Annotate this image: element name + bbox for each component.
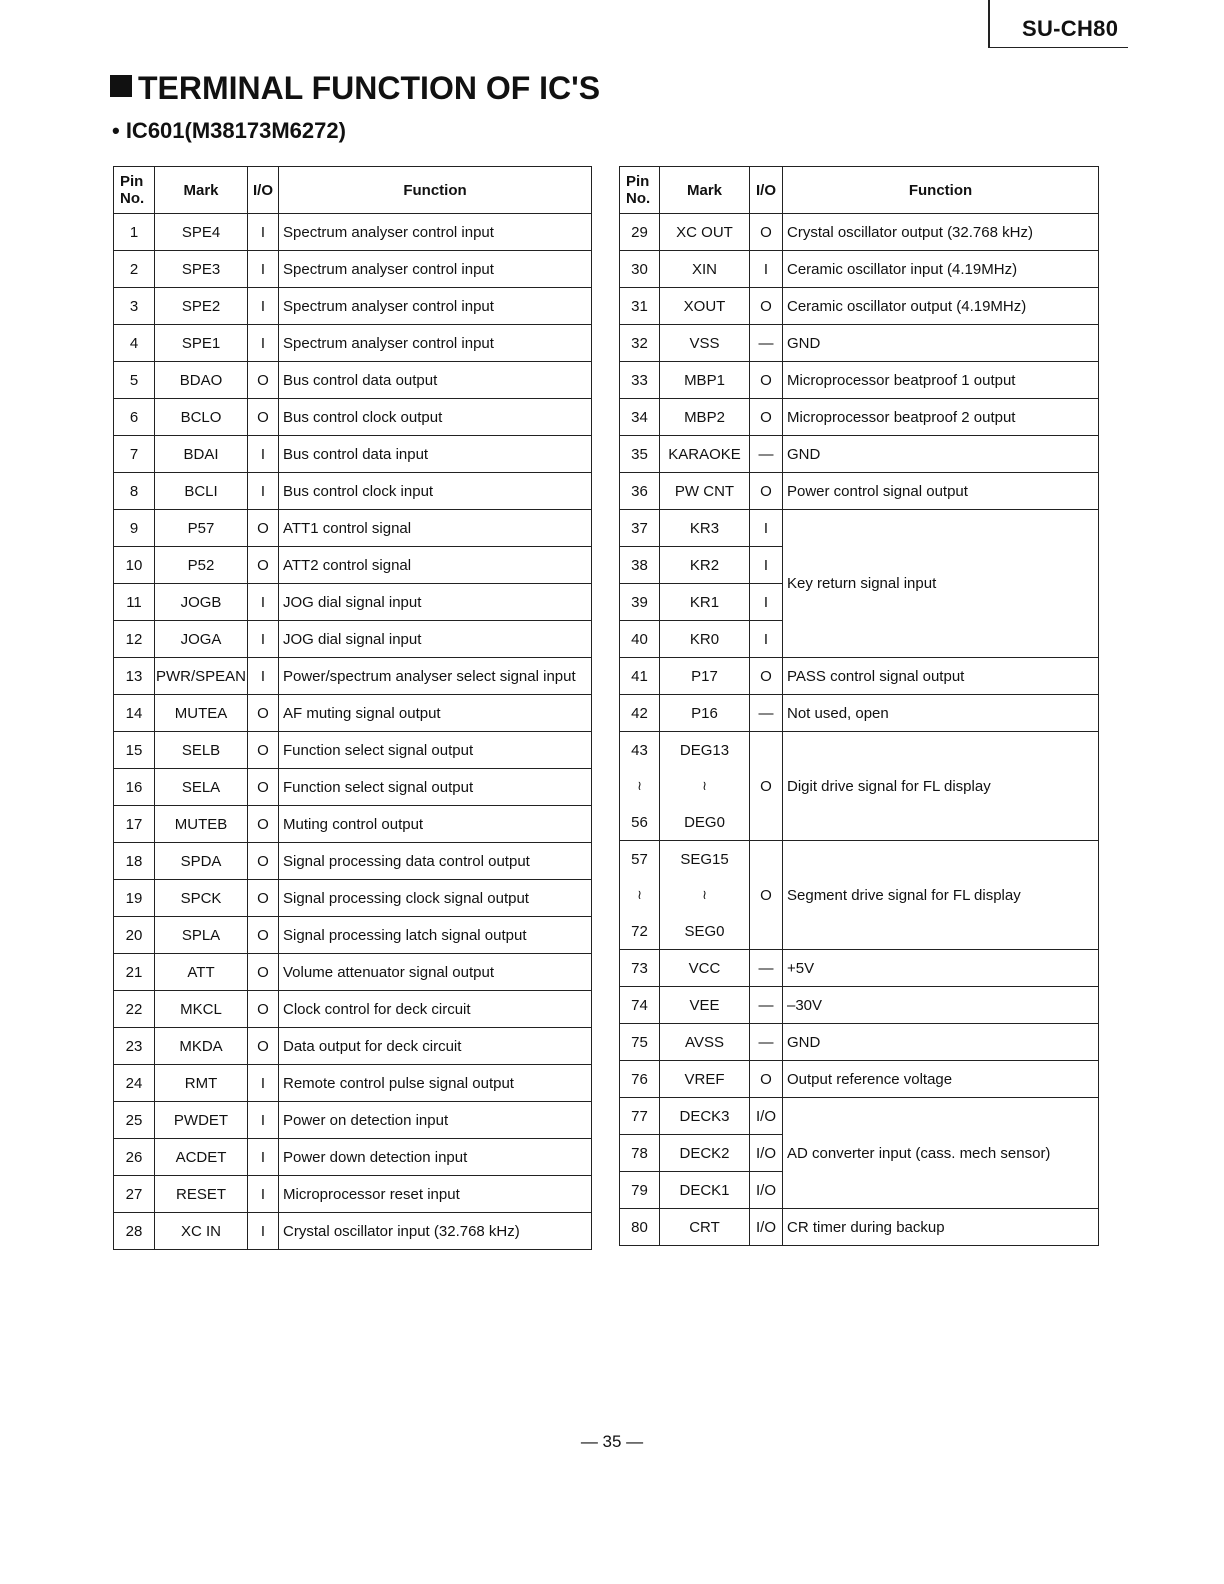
io-cell: I/O <box>750 1209 783 1246</box>
pin-cell: 79 <box>620 1172 660 1209</box>
pin-cell: 6 <box>114 399 155 436</box>
function-cell-key-return: Key return signal input <box>783 510 1099 658</box>
mark-cell: BDAI <box>155 436 248 473</box>
table-row <box>620 732 1099 769</box>
io-cell: I <box>248 325 279 362</box>
function-cell: Microprocessor beatproof 1 output <box>783 362 1099 399</box>
mark-cell: BCLO <box>155 399 248 436</box>
io-cell: I <box>248 1102 279 1139</box>
table-row <box>114 917 592 954</box>
table-row <box>620 987 1099 1024</box>
pin-cell: 8 <box>114 473 155 510</box>
table-header-row <box>620 167 1099 214</box>
function-cell: Volume attenuator signal output <box>279 954 592 991</box>
function-cell: GND <box>783 1024 1099 1061</box>
left-pin-table <box>113 166 592 1250</box>
function-cell: Function select signal output <box>279 732 592 769</box>
pin-cell: 22 <box>114 991 155 1028</box>
io-cell: O <box>248 510 279 547</box>
mark-cell: PWR/SPEAN <box>155 658 248 695</box>
io-cell: — <box>750 987 783 1024</box>
pin-cell: 18 <box>114 843 155 880</box>
header-function: Function <box>783 167 1099 214</box>
mark-cell: VEE <box>660 987 750 1024</box>
function-cell: Spectrum analyser control input <box>279 214 592 251</box>
pin-cell: 9 <box>114 510 155 547</box>
pin-cell: 35 <box>620 436 660 473</box>
table-row <box>114 1102 592 1139</box>
function-cell: Bus control data output <box>279 362 592 399</box>
function-cell: Bus control clock input <box>279 473 592 510</box>
io-cell: O <box>248 362 279 399</box>
io-cell: — <box>750 950 783 987</box>
mark-cell: MBP2 <box>660 399 750 436</box>
io-cell: I <box>248 214 279 251</box>
io-cell: O <box>750 841 783 950</box>
pin-cell: 43 <box>620 732 660 769</box>
table-row <box>114 658 592 695</box>
io-cell: I <box>248 1065 279 1102</box>
table-row <box>620 695 1099 732</box>
right-pin-table <box>619 166 1099 1246</box>
table-row <box>114 1065 592 1102</box>
table-row <box>620 436 1099 473</box>
mark-cell: MUTEB <box>155 806 248 843</box>
function-cell: Muting control output <box>279 806 592 843</box>
function-cell: Ceramic oscillator output (4.19MHz) <box>783 288 1099 325</box>
io-cell: I <box>750 584 783 621</box>
io-cell: I <box>248 1176 279 1213</box>
io-cell: O <box>750 399 783 436</box>
pin-cell: 77 <box>620 1098 660 1135</box>
pin-cell: 27 <box>114 1176 155 1213</box>
io-cell: O <box>248 732 279 769</box>
io-cell: I <box>248 1139 279 1176</box>
mark-cell: DECK1 <box>660 1172 750 1209</box>
function-cell: Microprocessor reset input <box>279 1176 592 1213</box>
mark-cell: MUTEA <box>155 695 248 732</box>
io-cell: — <box>750 325 783 362</box>
function-cell: Spectrum analyser control input <box>279 325 592 362</box>
range-mark: ≀ <box>660 877 750 913</box>
model-label-box <box>988 0 1128 48</box>
pin-cell: 31 <box>620 288 660 325</box>
pin-cell: 41 <box>620 658 660 695</box>
table-row <box>114 362 592 399</box>
function-cell: PASS control signal output <box>783 658 1099 695</box>
pin-cell: 24 <box>114 1065 155 1102</box>
pin-cell: 39 <box>620 584 660 621</box>
table-row <box>620 362 1099 399</box>
table-row <box>114 1028 592 1065</box>
pin-cell: 7 <box>114 436 155 473</box>
table-row <box>620 473 1099 510</box>
io-cell: O <box>248 880 279 917</box>
pin-cell: 57 <box>620 841 660 878</box>
pin-cell: 28 <box>114 1213 155 1250</box>
pin-cell: 56 <box>620 804 660 841</box>
table-row <box>114 732 592 769</box>
io-cell: O <box>248 547 279 584</box>
mark-cell: PW CNT <box>660 473 750 510</box>
mark-cell: P52 <box>155 547 248 584</box>
io-cell: I <box>248 1213 279 1250</box>
function-cell: Bus control clock output <box>279 399 592 436</box>
function-cell: GND <box>783 325 1099 362</box>
io-cell: I <box>248 251 279 288</box>
function-cell: JOG dial signal input <box>279 584 592 621</box>
pin-cell: 30 <box>620 251 660 288</box>
mark-cell: BCLI <box>155 473 248 510</box>
mark-cell: DEG13 <box>660 732 750 769</box>
table-row <box>620 1024 1099 1061</box>
pin-cell: 25 <box>114 1102 155 1139</box>
table-row <box>620 658 1099 695</box>
mark-cell: SPLA <box>155 917 248 954</box>
header-io: I/O <box>248 167 279 214</box>
table-row <box>620 325 1099 362</box>
pin-cell: 20 <box>114 917 155 954</box>
pin-cell: 78 <box>620 1135 660 1172</box>
mark-cell: KR3 <box>660 510 750 547</box>
function-cell: Signal processing clock signal output <box>279 880 592 917</box>
function-cell-segment: Segment drive signal for FL display <box>783 841 1099 950</box>
function-cell: Data output for deck circuit <box>279 1028 592 1065</box>
mark-cell: KR2 <box>660 547 750 584</box>
function-cell: Power on detection input <box>279 1102 592 1139</box>
function-cell: +5V <box>783 950 1099 987</box>
function-cell-digit: Digit drive signal for FL display <box>783 732 1099 841</box>
io-cell: I <box>750 251 783 288</box>
pin-cell: 10 <box>114 547 155 584</box>
io-cell: O <box>750 362 783 399</box>
mark-cell: KR1 <box>660 584 750 621</box>
pin-cell: 5 <box>114 362 155 399</box>
mark-cell: RMT <box>155 1065 248 1102</box>
table-row <box>114 399 592 436</box>
function-cell: Microprocessor beatproof 2 output <box>783 399 1099 436</box>
model-label: SU-CH80 <box>1022 16 1119 41</box>
io-cell: I/O <box>750 1098 783 1135</box>
table-row <box>114 288 592 325</box>
table-row <box>114 436 592 473</box>
mark-cell: DECK3 <box>660 1098 750 1135</box>
mark-cell: ATT <box>155 954 248 991</box>
table-row <box>114 251 592 288</box>
pin-cell: 11 <box>114 584 155 621</box>
pin-cell: 32 <box>620 325 660 362</box>
function-cell: CR timer during backup <box>783 1209 1099 1246</box>
table-row <box>114 991 592 1028</box>
mark-cell: AVSS <box>660 1024 750 1061</box>
mark-cell: MBP1 <box>660 362 750 399</box>
pin-cell: 72 <box>620 913 660 950</box>
pin-cell: 76 <box>620 1061 660 1098</box>
page-title-text: TERMINAL FUNCTION OF IC'S <box>138 70 601 106</box>
pin-cell: 12 <box>114 621 155 658</box>
mark-cell: SPE4 <box>155 214 248 251</box>
pin-cell: 75 <box>620 1024 660 1061</box>
table-row <box>620 288 1099 325</box>
pin-cell: 26 <box>114 1139 155 1176</box>
table-row <box>114 954 592 991</box>
pin-cell: 42 <box>620 695 660 732</box>
table-row <box>114 547 592 584</box>
range-mark: ≀ <box>660 768 750 804</box>
io-cell: O <box>750 288 783 325</box>
io-cell: O <box>248 769 279 806</box>
pin-cell: 14 <box>114 695 155 732</box>
io-cell: O <box>248 399 279 436</box>
table-row <box>114 695 592 732</box>
table-row <box>114 325 592 362</box>
pin-cell: 37 <box>620 510 660 547</box>
mark-cell: MKDA <box>155 1028 248 1065</box>
io-cell: I <box>248 436 279 473</box>
mark-cell: CRT <box>660 1209 750 1246</box>
function-cell: ATT2 control signal <box>279 547 592 584</box>
pin-cell: 36 <box>620 473 660 510</box>
pin-cell: 21 <box>114 954 155 991</box>
function-cell: Ceramic oscillator input (4.19MHz) <box>783 251 1099 288</box>
table-row <box>620 1098 1099 1135</box>
mark-cell: SELA <box>155 769 248 806</box>
function-cell: Power down detection input <box>279 1139 592 1176</box>
header-io: I/O <box>750 167 783 214</box>
mark-cell: P17 <box>660 658 750 695</box>
header-pin: Pin No. <box>114 167 155 214</box>
pin-cell: 2 <box>114 251 155 288</box>
function-cell: Not used, open <box>783 695 1099 732</box>
function-cell: Spectrum analyser control input <box>279 251 592 288</box>
table-row <box>620 251 1099 288</box>
pin-cell: 40 <box>620 621 660 658</box>
table-row <box>620 841 1099 878</box>
mark-cell: SEG15 <box>660 841 750 878</box>
table-row <box>620 214 1099 251</box>
table-row <box>620 399 1099 436</box>
mark-cell: XOUT <box>660 288 750 325</box>
function-cell: Clock control for deck circuit <box>279 991 592 1028</box>
io-cell: O <box>750 1061 783 1098</box>
pin-cell: 29 <box>620 214 660 251</box>
function-cell: –30V <box>783 987 1099 1024</box>
pin-cell: 19 <box>114 880 155 917</box>
pin-cell: 13 <box>114 658 155 695</box>
pin-cell: 1 <box>114 214 155 251</box>
io-cell: I/O <box>750 1135 783 1172</box>
mark-cell: RESET <box>155 1176 248 1213</box>
table-row <box>114 621 592 658</box>
pin-cell: 33 <box>620 362 660 399</box>
pin-cell: 23 <box>114 1028 155 1065</box>
page-number: — 35 — <box>580 1432 644 1451</box>
table-row <box>114 1176 592 1213</box>
mark-cell: SEG0 <box>660 913 750 950</box>
header-mark: Mark <box>155 167 248 214</box>
mark-cell: SPCK <box>155 880 248 917</box>
function-cell: JOG dial signal input <box>279 621 592 658</box>
table-row <box>114 510 592 547</box>
io-cell: O <box>248 954 279 991</box>
pin-cell: 38 <box>620 547 660 584</box>
mark-cell: SPE2 <box>155 288 248 325</box>
table-row <box>620 950 1099 987</box>
function-cell: Power control signal output <box>783 473 1099 510</box>
header-mark: Mark <box>660 167 750 214</box>
header-pin: Pin No. <box>620 167 660 214</box>
pin-cell: 17 <box>114 806 155 843</box>
function-cell: Function select signal output <box>279 769 592 806</box>
io-cell: — <box>750 1024 783 1061</box>
function-cell: Crystal oscillator input (32.768 kHz) <box>279 1213 592 1250</box>
io-cell: I <box>248 658 279 695</box>
io-cell: I <box>750 510 783 547</box>
table-row <box>114 769 592 806</box>
mark-cell: P16 <box>660 695 750 732</box>
square-bullet-icon <box>110 75 132 97</box>
pin-cell: 34 <box>620 399 660 436</box>
mark-cell: VREF <box>660 1061 750 1098</box>
mark-cell: SPDA <box>155 843 248 880</box>
mark-cell: SPE1 <box>155 325 248 362</box>
function-cell: Power/spectrum analyser select signal input <box>279 658 592 695</box>
mark-cell: XC IN <box>155 1213 248 1250</box>
range-mark: ≀ <box>620 768 660 804</box>
pin-cell: 15 <box>114 732 155 769</box>
mark-cell: PWDET <box>155 1102 248 1139</box>
function-cell: Bus control data input <box>279 436 592 473</box>
pin-cell: 3 <box>114 288 155 325</box>
mark-cell: DEG0 <box>660 804 750 841</box>
function-cell: Output reference voltage <box>783 1061 1099 1098</box>
io-cell: I <box>248 584 279 621</box>
header-function: Function <box>279 167 592 214</box>
mark-cell: P57 <box>155 510 248 547</box>
mark-cell: KR0 <box>660 621 750 658</box>
pin-cell: 16 <box>114 769 155 806</box>
io-cell: I/O <box>750 1172 783 1209</box>
function-cell: Signal processing latch signal output <box>279 917 592 954</box>
pin-cell: 4 <box>114 325 155 362</box>
io-cell: O <box>248 1028 279 1065</box>
io-cell: I <box>750 621 783 658</box>
function-cell: GND <box>783 436 1099 473</box>
table-row <box>114 806 592 843</box>
table-row <box>114 584 592 621</box>
io-cell: O <box>248 843 279 880</box>
table-row <box>114 473 592 510</box>
io-cell: — <box>750 695 783 732</box>
mark-cell: VSS <box>660 325 750 362</box>
io-cell: I <box>248 473 279 510</box>
io-cell: — <box>750 436 783 473</box>
page-title <box>110 70 600 107</box>
pin-cell: 73 <box>620 950 660 987</box>
table-row <box>620 1209 1099 1246</box>
io-cell: O <box>750 732 783 841</box>
mark-cell: VCC <box>660 950 750 987</box>
mark-cell: KARAOKE <box>660 436 750 473</box>
table-header-row <box>114 167 592 214</box>
io-cell: O <box>750 473 783 510</box>
io-cell: O <box>248 806 279 843</box>
table-row <box>114 843 592 880</box>
mark-cell: ACDET <box>155 1139 248 1176</box>
io-cell: I <box>248 621 279 658</box>
io-cell: I <box>750 547 783 584</box>
io-cell: O <box>750 214 783 251</box>
mark-cell: XC OUT <box>660 214 750 251</box>
table-row <box>620 510 1099 547</box>
table-row <box>114 1139 592 1176</box>
function-cell: ATT1 control signal <box>279 510 592 547</box>
pin-cell: 74 <box>620 987 660 1024</box>
ic-subtitle: • IC601(M38173M6272) <box>112 118 346 143</box>
function-cell: Spectrum analyser control input <box>279 288 592 325</box>
mark-cell: JOGA <box>155 621 248 658</box>
io-cell: I <box>248 288 279 325</box>
function-cell-ad-converter: AD converter input (cass. mech sensor) <box>783 1098 1099 1209</box>
function-cell: Remote control pulse signal output <box>279 1065 592 1102</box>
mark-cell: SPE3 <box>155 251 248 288</box>
table-row <box>114 880 592 917</box>
function-cell: Crystal oscillator output (32.768 kHz) <box>783 214 1099 251</box>
mark-cell: MKCL <box>155 991 248 1028</box>
mark-cell: XIN <box>660 251 750 288</box>
function-cell: AF muting signal output <box>279 695 592 732</box>
mark-cell: JOGB <box>155 584 248 621</box>
pin-cell: 80 <box>620 1209 660 1246</box>
table-row <box>114 214 592 251</box>
io-cell: O <box>248 695 279 732</box>
io-cell: O <box>248 991 279 1028</box>
mark-cell: BDAO <box>155 362 248 399</box>
io-cell: O <box>750 658 783 695</box>
mark-cell: SELB <box>155 732 248 769</box>
function-cell: Signal processing data control output <box>279 843 592 880</box>
table-row <box>114 1213 592 1250</box>
table-row <box>620 1061 1099 1098</box>
mark-cell: DECK2 <box>660 1135 750 1172</box>
io-cell: O <box>248 917 279 954</box>
range-mark: ≀ <box>620 877 660 913</box>
